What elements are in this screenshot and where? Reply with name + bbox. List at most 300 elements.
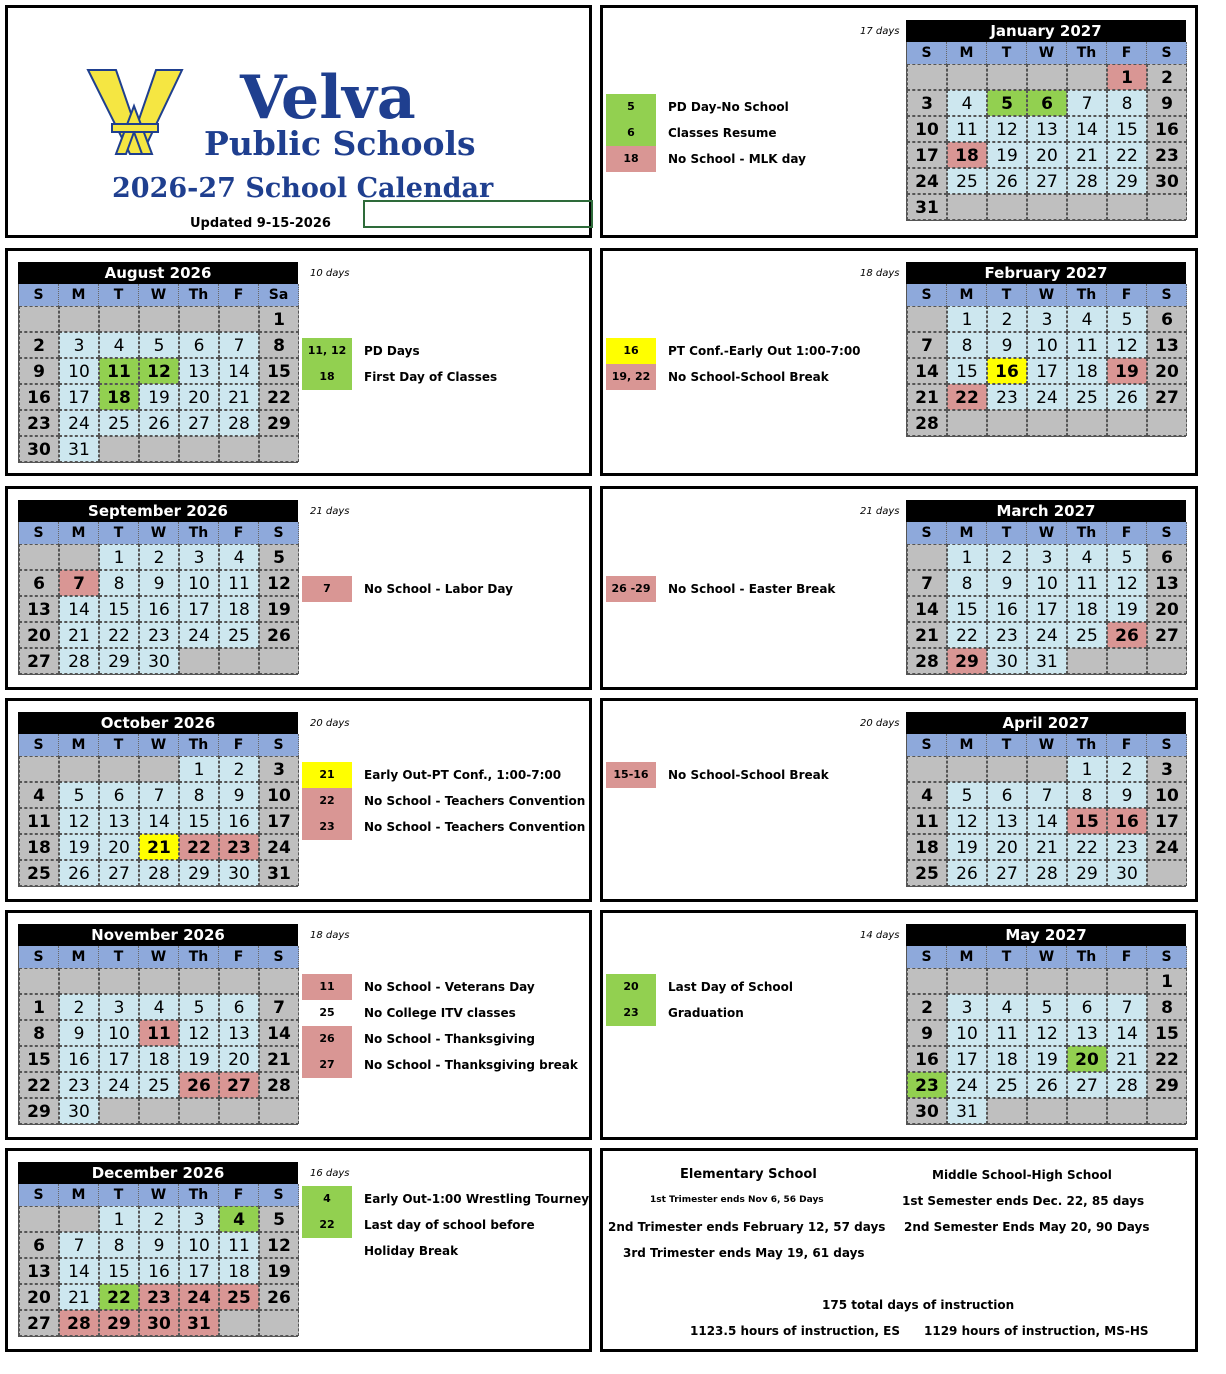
instruction-days: 10 days (310, 268, 350, 279)
month-grid (18, 734, 298, 887)
day-cell: 4 (987, 994, 1027, 1020)
weekday-header: W (139, 1184, 179, 1206)
day-cell: 29 (947, 648, 987, 674)
total-days: 175 total days of instruction (822, 1298, 1015, 1312)
es-line-2: 2nd Trimester ends February 12, 57 days (608, 1220, 886, 1234)
month-calendar (906, 20, 1186, 221)
day-cell: 15 (99, 1258, 139, 1284)
day-cell: 25 (1067, 622, 1107, 648)
day-cell: 12 (139, 358, 179, 384)
day-cell: 30 (139, 1310, 179, 1336)
day-cell: 23 (139, 622, 179, 648)
day-cell: 23 (219, 834, 259, 860)
month-grid (18, 1184, 298, 1337)
empty-cell (179, 436, 219, 462)
day-cell: 31 (1027, 648, 1067, 674)
day-cell: 1 (99, 1206, 139, 1232)
event-label: No School - Easter Break (668, 582, 836, 596)
day-cell: 7 (1067, 90, 1107, 116)
day-cell: 13 (1147, 570, 1187, 596)
weekday-header: F (219, 946, 259, 968)
day-cell: 18 (19, 834, 59, 860)
day-cell: 16 (59, 1046, 99, 1072)
day-cell: 28 (59, 1310, 99, 1336)
weekday-header: S (1147, 284, 1187, 306)
day-cell: 21 (907, 384, 947, 410)
empty-cell (907, 968, 947, 994)
event-label: Early Out-1:00 Wrestling Tourney (364, 1192, 590, 1206)
weekday-header: M (59, 522, 99, 544)
event-row (302, 1212, 535, 1238)
day-cell: 10 (99, 1020, 139, 1046)
event-date-swatch: 11 (302, 974, 352, 1000)
month-grid (906, 946, 1186, 1125)
empty-cell (1067, 194, 1107, 220)
day-cell: 3 (1027, 544, 1067, 570)
day-cell: 13 (987, 808, 1027, 834)
day-cell: 17 (907, 142, 947, 168)
empty-cell (1027, 194, 1067, 220)
weekday-header: W (1027, 42, 1067, 64)
day-cell: 16 (987, 596, 1027, 622)
day-cell: 12 (59, 808, 99, 834)
day-cell: 5 (947, 782, 987, 808)
day-cell: 6 (219, 994, 259, 1020)
event-date-swatch: 4 (302, 1186, 352, 1212)
day-cell: 17 (1027, 596, 1067, 622)
day-cell: 26 (139, 410, 179, 436)
day-cell: 14 (59, 596, 99, 622)
empty-cell (947, 410, 987, 436)
day-cell: 17 (179, 596, 219, 622)
school-name: Velva (240, 63, 416, 133)
empty-cell (219, 1098, 259, 1124)
day-cell: 7 (1027, 782, 1067, 808)
weekday-header: W (139, 734, 179, 756)
day-cell: 5 (139, 332, 179, 358)
day-cell: 23 (987, 622, 1027, 648)
day-cell: 14 (907, 358, 947, 384)
weekday-header: M (947, 734, 987, 756)
day-cell: 6 (99, 782, 139, 808)
day-cell: 2 (907, 994, 947, 1020)
day-cell: 12 (179, 1020, 219, 1046)
empty-cell (179, 306, 219, 332)
day-cell: 8 (99, 1232, 139, 1258)
day-cell: 17 (59, 384, 99, 410)
day-cell: 26 (987, 168, 1027, 194)
day-cell: 30 (907, 1098, 947, 1124)
event-date-swatch: 18 (606, 146, 656, 172)
weekday-header: M (59, 946, 99, 968)
day-cell: 20 (1147, 358, 1187, 384)
day-cell: 24 (1027, 622, 1067, 648)
day-cell: 17 (99, 1046, 139, 1072)
event-date-swatch: 23 (302, 814, 352, 840)
day-cell: 9 (59, 1020, 99, 1046)
day-cell: 24 (59, 410, 99, 436)
weekday-header: S (19, 522, 59, 544)
event-row (606, 762, 829, 788)
day-cell: 30 (19, 436, 59, 462)
day-cell: 13 (1027, 116, 1067, 142)
weekday-header: T (99, 284, 139, 306)
month-title: March 2027 (906, 500, 1186, 522)
event-date-swatch: 23 (606, 1000, 656, 1026)
day-cell: 26 (1027, 1072, 1067, 1098)
day-cell: 4 (219, 1206, 259, 1232)
empty-cell (99, 968, 139, 994)
weekday-header: S (259, 946, 299, 968)
day-cell: 24 (907, 168, 947, 194)
event-row (302, 814, 585, 840)
weekday-header: Th (1067, 946, 1107, 968)
weekday-header: M (59, 1184, 99, 1206)
empty-cell (907, 756, 947, 782)
event-date-swatch: 11, 12 (302, 338, 352, 364)
day-cell: 27 (1027, 168, 1067, 194)
weekday-header: F (219, 522, 259, 544)
weekday-header: S (907, 522, 947, 544)
event-row (606, 576, 835, 602)
day-cell: 20 (19, 1284, 59, 1310)
day-cell: 24 (179, 622, 219, 648)
day-cell: 25 (219, 622, 259, 648)
weekday-header: M (59, 284, 99, 306)
event-label: Last day of school before (364, 1218, 535, 1232)
day-cell: 6 (1147, 544, 1187, 570)
weekday-header: W (1027, 946, 1067, 968)
month-title: October 2026 (18, 712, 298, 734)
day-cell: 22 (99, 1284, 139, 1310)
day-cell: 3 (1027, 306, 1067, 332)
weekday-header: W (1027, 734, 1067, 756)
event-date-swatch: 7 (302, 576, 352, 602)
month-title: September 2026 (18, 500, 298, 522)
event-date-swatch: 26 (302, 1026, 352, 1052)
weekday-header: Th (179, 1184, 219, 1206)
day-cell: 14 (1027, 808, 1067, 834)
day-cell: 7 (219, 332, 259, 358)
day-cell: 28 (907, 410, 947, 436)
weekday-header: Th (179, 946, 219, 968)
day-cell: 3 (907, 90, 947, 116)
empty-cell (219, 648, 259, 674)
weekday-header: Th (179, 734, 219, 756)
day-cell: 15 (99, 596, 139, 622)
day-cell: 19 (947, 834, 987, 860)
ms-title: Middle School-High School (932, 1168, 1112, 1182)
day-cell: 19 (139, 384, 179, 410)
day-cell: 21 (1067, 142, 1107, 168)
weekday-header: F (219, 734, 259, 756)
day-cell: 12 (259, 570, 299, 596)
day-cell: 11 (19, 808, 59, 834)
event-label: No School - Thanksgiving (364, 1032, 535, 1046)
day-cell: 6 (19, 1232, 59, 1258)
day-cell: 11 (219, 1232, 259, 1258)
month-title: November 2026 (18, 924, 298, 946)
weekday-header: S (19, 1184, 59, 1206)
day-cell: 22 (19, 1072, 59, 1098)
empty-cell (1067, 64, 1107, 90)
summary-panel (600, 1148, 1198, 1352)
empty-cell (1027, 968, 1067, 994)
empty-cell (1147, 860, 1187, 886)
event-date-swatch: 25 (319, 1006, 335, 1019)
day-cell: 30 (1107, 860, 1147, 886)
day-cell: 20 (99, 834, 139, 860)
day-cell: 3 (1147, 756, 1187, 782)
empty-cell (19, 968, 59, 994)
day-cell: 25 (987, 1072, 1027, 1098)
day-cell: 1 (259, 306, 299, 332)
event-label: No School - Thanksgiving break (364, 1058, 578, 1072)
empty-cell (907, 306, 947, 332)
day-cell: 16 (1147, 116, 1187, 142)
empty-cell (259, 1098, 299, 1124)
empty-cell (139, 1098, 179, 1124)
month-calendar (18, 262, 298, 463)
day-cell: 15 (1067, 808, 1107, 834)
day-cell: 7 (1107, 994, 1147, 1020)
empty-cell (139, 968, 179, 994)
day-cell: 12 (259, 1232, 299, 1258)
empty-cell (1107, 194, 1147, 220)
day-cell: 28 (139, 860, 179, 886)
empty-cell (1147, 410, 1187, 436)
empty-cell (987, 194, 1027, 220)
day-cell: 6 (179, 332, 219, 358)
day-cell: 30 (987, 648, 1027, 674)
weekday-header: S (907, 734, 947, 756)
day-cell: 11 (947, 116, 987, 142)
day-cell: 17 (179, 1258, 219, 1284)
day-cell: 20 (19, 622, 59, 648)
day-cell: 10 (179, 570, 219, 596)
calendar-title: 2026-27 School Calendar (112, 173, 494, 204)
day-cell: 26 (59, 860, 99, 886)
day-cell: 24 (1147, 834, 1187, 860)
updated-date: Updated 9-15-2026 (190, 216, 331, 231)
event-row (606, 1000, 744, 1026)
day-cell: 18 (139, 1046, 179, 1072)
day-cell: 19 (259, 596, 299, 622)
day-cell: 30 (139, 648, 179, 674)
day-cell: 27 (19, 648, 59, 674)
day-cell: 23 (139, 1284, 179, 1310)
weekday-header: Th (1067, 284, 1107, 306)
month-grid (18, 946, 298, 1125)
instruction-days: 20 days (860, 718, 900, 729)
day-cell: 23 (1147, 142, 1187, 168)
day-cell: 10 (1147, 782, 1187, 808)
selected-cell[interactable] (363, 200, 593, 228)
weekday-header: T (987, 946, 1027, 968)
day-cell: 27 (1147, 384, 1187, 410)
instruction-days: 21 days (860, 506, 900, 517)
day-cell: 21 (1027, 834, 1067, 860)
day-cell: 15 (1147, 1020, 1187, 1046)
empty-cell (99, 436, 139, 462)
weekday-header: F (219, 284, 259, 306)
month-calendar (906, 262, 1186, 437)
empty-cell (99, 306, 139, 332)
day-cell: 14 (1107, 1020, 1147, 1046)
empty-cell (987, 410, 1027, 436)
day-cell: 4 (139, 994, 179, 1020)
day-cell: 4 (907, 782, 947, 808)
day-cell: 22 (947, 384, 987, 410)
day-cell: 23 (907, 1072, 947, 1098)
day-cell: 21 (219, 384, 259, 410)
weekday-header: F (1107, 42, 1147, 64)
day-cell: 29 (179, 860, 219, 886)
day-cell: 10 (259, 782, 299, 808)
day-cell: 9 (219, 782, 259, 808)
day-cell: 5 (1107, 544, 1147, 570)
event-row (606, 338, 861, 364)
event-row (606, 120, 776, 146)
day-cell: 18 (219, 596, 259, 622)
weekday-header: S (907, 284, 947, 306)
day-cell: 14 (59, 1258, 99, 1284)
month-grid (906, 284, 1186, 437)
weekday-header: S (1147, 734, 1187, 756)
month-calendar (906, 500, 1186, 675)
month-calendar (906, 924, 1186, 1125)
day-cell: 21 (1107, 1046, 1147, 1072)
day-cell: 8 (259, 332, 299, 358)
day-cell: 6 (1027, 90, 1067, 116)
day-cell: 12 (947, 808, 987, 834)
weekday-header: T (99, 946, 139, 968)
empty-cell (947, 968, 987, 994)
day-cell: 22 (99, 622, 139, 648)
day-cell: 8 (179, 782, 219, 808)
day-cell: 25 (219, 1284, 259, 1310)
day-cell: 20 (987, 834, 1027, 860)
day-cell: 20 (179, 384, 219, 410)
day-cell: 4 (99, 332, 139, 358)
day-cell: 22 (1107, 142, 1147, 168)
day-cell: 2 (19, 332, 59, 358)
day-cell: 15 (259, 358, 299, 384)
empty-cell (59, 306, 99, 332)
day-cell: 28 (1067, 168, 1107, 194)
day-cell: 17 (259, 808, 299, 834)
day-cell: 14 (139, 808, 179, 834)
event-date-swatch: 22 (302, 1212, 352, 1238)
day-cell: 9 (1107, 782, 1147, 808)
day-cell: 2 (139, 544, 179, 570)
event-label: No School-School Break (668, 370, 829, 384)
month-calendar (18, 924, 298, 1125)
es-title: Elementary School (680, 1167, 817, 1182)
weekday-header: Th (1067, 42, 1107, 64)
event-date-swatch: 5 (606, 94, 656, 120)
month-grid (906, 42, 1186, 221)
month-calendar (18, 712, 298, 887)
event-date-swatch: 27 (302, 1052, 352, 1078)
empty-cell (179, 648, 219, 674)
month-grid (906, 522, 1186, 675)
day-cell: 22 (1147, 1046, 1187, 1072)
event-row (606, 974, 793, 1000)
day-cell: 28 (1027, 860, 1067, 886)
day-cell: 24 (1027, 384, 1067, 410)
weekday-header: M (59, 734, 99, 756)
event-label: No School - Veterans Day (364, 980, 535, 994)
event-row (302, 1052, 578, 1078)
event-label: Graduation (668, 1006, 744, 1020)
day-cell: 1 (1067, 756, 1107, 782)
ms-line-2: 2nd Semester Ends May 20, 90 Days (904, 1220, 1150, 1234)
day-cell: 27 (1147, 622, 1187, 648)
empty-cell (1027, 64, 1067, 90)
empty-cell (179, 968, 219, 994)
day-cell: 8 (1107, 90, 1147, 116)
day-cell: 1 (947, 544, 987, 570)
day-cell: 10 (907, 116, 947, 142)
day-cell: 23 (19, 410, 59, 436)
day-cell: 7 (59, 570, 99, 596)
day-cell: 2 (1107, 756, 1147, 782)
day-cell: 26 (259, 1284, 299, 1310)
empty-cell (907, 544, 947, 570)
day-cell: 4 (1067, 306, 1107, 332)
empty-cell (1067, 1098, 1107, 1124)
day-cell: 10 (1027, 570, 1067, 596)
day-cell: 25 (947, 168, 987, 194)
instruction-days: 18 days (860, 268, 900, 279)
day-cell: 10 (947, 1020, 987, 1046)
day-cell: 13 (219, 1020, 259, 1046)
event-label: No School - Teachers Convention (364, 820, 586, 834)
day-cell: 23 (987, 384, 1027, 410)
weekday-header: Th (179, 522, 219, 544)
event-label: No School - Labor Day (364, 582, 513, 596)
event-label: PT Conf.-Early Out 1:00-7:00 (668, 344, 861, 358)
day-cell: 26 (259, 622, 299, 648)
empty-cell (907, 64, 947, 90)
day-cell: 12 (1107, 570, 1147, 596)
empty-cell (1027, 756, 1067, 782)
day-cell: 9 (139, 1232, 179, 1258)
day-cell: 16 (987, 358, 1027, 384)
day-cell: 29 (1107, 168, 1147, 194)
empty-cell (139, 306, 179, 332)
day-cell: 8 (1147, 994, 1187, 1020)
day-cell: 26 (179, 1072, 219, 1098)
es-line-3: 3rd Trimester ends May 19, 61 days (623, 1246, 865, 1260)
day-cell: 9 (1147, 90, 1187, 116)
day-cell: 7 (59, 1232, 99, 1258)
day-cell: 25 (139, 1072, 179, 1098)
weekday-header: M (947, 42, 987, 64)
day-cell: 18 (987, 1046, 1027, 1072)
empty-cell (987, 756, 1027, 782)
day-cell: 29 (99, 648, 139, 674)
day-cell: 29 (1147, 1072, 1187, 1098)
day-cell: 15 (1107, 116, 1147, 142)
day-cell: 31 (59, 436, 99, 462)
day-cell: 5 (259, 544, 299, 570)
day-cell: 16 (1107, 808, 1147, 834)
day-cell: 4 (19, 782, 59, 808)
empty-cell (987, 968, 1027, 994)
empty-cell (1067, 410, 1107, 436)
